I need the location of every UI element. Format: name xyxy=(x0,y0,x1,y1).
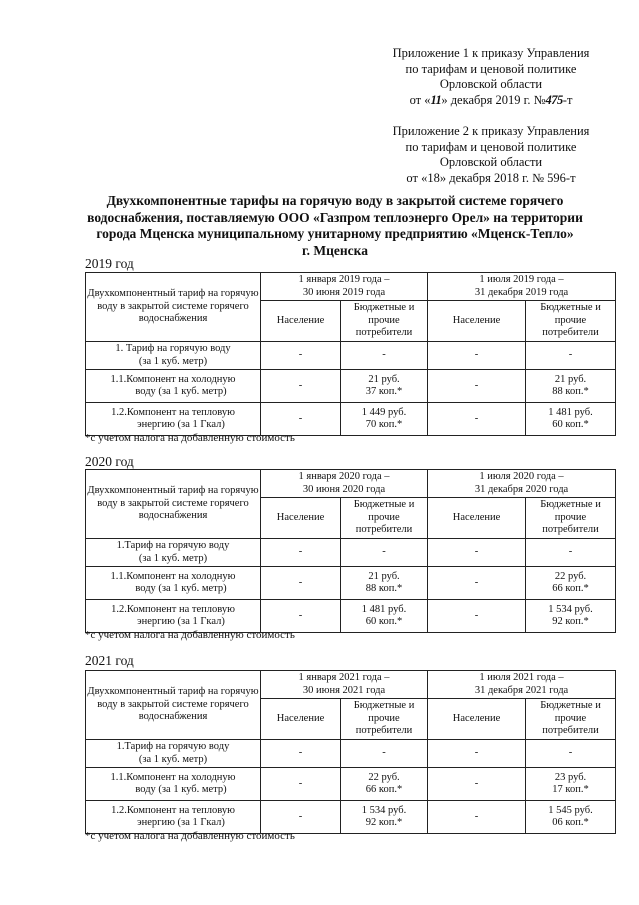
period-1-line-2: 30 июня 2020 года xyxy=(302,483,386,495)
period-1-line-2: 30 июня 2021 года xyxy=(302,684,386,696)
header-population-1: Население xyxy=(261,699,341,740)
period-1-line-1: 1 января 2019 года – xyxy=(298,274,390,285)
population-1-value: - xyxy=(261,539,341,567)
row-label-line-2: (за 1 куб. метр) xyxy=(138,355,208,367)
header-period-1 xyxy=(261,671,428,699)
vat-footnote: *с учетом налога на добавленную стоимость xyxy=(85,830,295,842)
title-line: Двухкомпонентные тарифы на горячую воду в закрытой системе горячего xyxy=(106,193,564,208)
row-label-line-2: (за 1 куб. метр) xyxy=(138,552,208,564)
value-line-2: 17 коп.* xyxy=(552,784,589,795)
value-line-2: 92 коп.* xyxy=(365,817,403,828)
row-label-line-1: 1.1.Компонент на холодную xyxy=(110,771,236,783)
population-2-value: - xyxy=(428,801,526,834)
row-label-line-1: 1.2.Компонент на тепловую xyxy=(111,804,235,816)
table-row xyxy=(86,740,616,768)
row-label xyxy=(86,567,261,600)
year-heading: 2020 год xyxy=(85,454,134,469)
period-2-line-2: 31 декабря 2019 года xyxy=(474,286,569,298)
budget-2-value xyxy=(526,801,616,834)
date-prefix: от « xyxy=(409,92,431,107)
appendix-1-line: Приложение 1 к приказу Управления xyxy=(392,46,590,60)
population-1-value: - xyxy=(261,740,341,768)
value-line-1: - xyxy=(568,349,573,361)
value-line-1: 21 руб. xyxy=(554,373,587,385)
document-title xyxy=(70,193,600,259)
header-period-2 xyxy=(428,273,616,301)
title-line: водоснабжения, поставляемую ООО «Газпром теплоэнерго Орел» на территории xyxy=(87,209,583,225)
population-1-value: - xyxy=(261,768,341,801)
header-population-2: Население xyxy=(428,301,526,342)
value-line-1: - xyxy=(568,546,573,558)
row-label xyxy=(86,403,261,436)
row-label-line-1: 1.Тариф на горячую воду xyxy=(116,540,230,551)
row-label-line-1: 1.Тариф на горячую воду xyxy=(116,741,230,752)
population-2-value: - xyxy=(428,740,526,768)
population-1-value: - xyxy=(261,801,341,834)
budget-2-value xyxy=(526,600,616,633)
appendix-2-line: от «18» декабря 2018 г. № 596-т xyxy=(406,170,576,185)
header-tariff-name: Двухкомпонентный тариф на горячую воду в закрытой системе горячего водоснабжения xyxy=(86,470,261,539)
header-budget-2: Бюджетные и прочие потребители xyxy=(526,301,616,342)
appendix-1-header xyxy=(360,46,622,108)
header-population-2: Население xyxy=(428,498,526,539)
table-row xyxy=(86,403,616,436)
value-line-1: 1 481 руб. xyxy=(548,406,593,418)
vat-footnote: *с учетом налога на добавленную стоимость xyxy=(85,629,295,641)
population-1-value: - xyxy=(261,370,341,403)
period-2-line-1: 1 июля 2020 года – xyxy=(479,471,564,482)
header-period-1 xyxy=(261,470,428,498)
appendix-1-line: Орловской области xyxy=(439,77,543,91)
row-label-line-1: 1.1.Компонент на холодную xyxy=(110,373,236,385)
header-budget-1: Бюджетные и прочие потребители xyxy=(341,699,428,740)
row-label-line-1: 1.1.Компонент на холодную xyxy=(110,570,236,582)
table-row xyxy=(86,539,616,567)
row-label-line-2: воду (за 1 куб. метр) xyxy=(135,784,227,795)
period-2-line-1: 1 июля 2019 года – xyxy=(479,274,564,285)
table-row xyxy=(86,768,616,801)
value-line-1: 1 534 руб. xyxy=(361,804,407,816)
value-line-2: 70 коп.* xyxy=(365,419,403,430)
period-1-line-2: 30 июня 2019 года xyxy=(302,286,386,298)
tariff-table xyxy=(85,272,616,436)
value-line-1: 22 руб. xyxy=(554,570,587,582)
population-1-value: - xyxy=(261,600,341,633)
value-line-1: 22 руб. xyxy=(368,771,400,783)
population-2-value: - xyxy=(428,403,526,436)
title-line: г. Мценска xyxy=(302,242,368,258)
value-line-2: 66 коп.* xyxy=(552,583,589,594)
header-budget-1: Бюджетные и прочие потребители xyxy=(341,301,428,342)
row-label-line-2: энергию (за 1 Гкал) xyxy=(137,419,225,430)
row-label-line-1: 1.2.Компонент на тепловую xyxy=(111,406,235,418)
table-row xyxy=(86,370,616,403)
value-line-1: 1 545 руб. xyxy=(548,804,593,816)
period-2-line-2: 31 декабря 2020 года xyxy=(474,483,569,495)
population-2-value: - xyxy=(428,768,526,801)
appendix-2-line: Приложение 2 к приказу Управления xyxy=(392,124,590,138)
value-line-1: 23 руб. xyxy=(554,771,587,783)
row-label-line-2: воду (за 1 куб. метр) xyxy=(135,583,227,594)
row-label xyxy=(86,740,261,768)
budget-2-value xyxy=(526,768,616,801)
row-label-line-2: (за 1 куб. метр) xyxy=(138,753,208,765)
appendix-2-header xyxy=(360,124,622,186)
header-period-1 xyxy=(261,273,428,301)
row-label-line-1: 1. Тариф на горячую воду xyxy=(115,343,231,354)
handwritten-day: 11 xyxy=(430,92,442,107)
table-row xyxy=(86,801,616,834)
population-2-value: - xyxy=(428,539,526,567)
budget-1-value xyxy=(341,740,428,768)
population-2-value: - xyxy=(428,342,526,370)
budget-2-value xyxy=(526,567,616,600)
budget-2-value xyxy=(526,539,616,567)
value-line-2: 60 коп.* xyxy=(552,419,589,430)
budget-1-value xyxy=(341,370,428,403)
appendix-1-date-line xyxy=(360,93,622,109)
value-line-1: 1 481 руб. xyxy=(361,603,407,615)
header-population-2: Население xyxy=(428,699,526,740)
date-middle: » декабря 2019 г. № xyxy=(441,92,546,107)
budget-1-value xyxy=(341,567,428,600)
budget-1-value xyxy=(341,768,428,801)
period-2-line-1: 1 июля 2021 года – xyxy=(479,672,564,683)
row-label xyxy=(86,768,261,801)
vat-footnote: *с учетом налога на добавленную стоимость xyxy=(85,432,295,444)
value-line-1: 1 449 руб. xyxy=(361,406,407,418)
tariff-table xyxy=(85,469,616,633)
population-2-value: - xyxy=(428,370,526,403)
value-line-2: 92 коп.* xyxy=(552,616,589,627)
year-heading: 2021 год xyxy=(85,653,134,668)
header-tariff-name: Двухкомпонентный тариф на горячую воду в закрытой системе горячего водоснабжения xyxy=(86,273,261,342)
appendix-2-line: Орловской области xyxy=(439,155,543,169)
population-1-value: - xyxy=(261,567,341,600)
population-2-value: - xyxy=(428,600,526,633)
row-label xyxy=(86,539,261,567)
header-budget-2: Бюджетные и прочие потребители xyxy=(526,498,616,539)
value-line-1: 21 руб. xyxy=(368,570,400,582)
value-line-2: 66 коп.* xyxy=(365,784,403,795)
value-line-1: - xyxy=(382,546,386,558)
row-label-line-2: энергию (за 1 Гкал) xyxy=(137,616,225,627)
appendix-2-line: по тарифам и ценовой политике xyxy=(405,139,577,154)
row-label xyxy=(86,370,261,403)
row-label xyxy=(86,600,261,633)
period-1-line-1: 1 января 2020 года – xyxy=(298,471,390,482)
tariff-table xyxy=(85,670,616,834)
population-1-value: - xyxy=(261,342,341,370)
header-period-2 xyxy=(428,470,616,498)
handwritten-order-number: 475 xyxy=(545,92,563,107)
value-line-2: 88 коп.* xyxy=(365,583,403,594)
population-1-value: - xyxy=(261,403,341,436)
value-line-2: 37 коп.* xyxy=(365,386,403,397)
value-line-2: 06 коп.* xyxy=(552,817,589,828)
row-label xyxy=(86,342,261,370)
population-2-value: - xyxy=(428,567,526,600)
table-row xyxy=(86,600,616,633)
table-row xyxy=(86,567,616,600)
header-tariff-name: Двухкомпонентный тариф на горячую воду в закрытой системе горячего водоснабжения xyxy=(86,671,261,740)
budget-2-value xyxy=(526,342,616,370)
table-row xyxy=(86,342,616,370)
header-budget-2: Бюджетные и прочие потребители xyxy=(526,699,616,740)
row-label-line-2: воду (за 1 куб. метр) xyxy=(135,386,227,397)
budget-2-value xyxy=(526,370,616,403)
header-period-2 xyxy=(428,671,616,699)
period-1-line-1: 1 января 2021 года – xyxy=(298,672,390,683)
title-line: города Мценска муниципальному унитарному предприятию «Мценск-Тепло» xyxy=(96,226,574,241)
header-population-1: Население xyxy=(261,498,341,539)
header-population-1: Население xyxy=(261,301,341,342)
year-heading: 2019 год xyxy=(85,256,134,271)
row-label xyxy=(86,801,261,834)
appendix-1-line: по тарифам и ценовой политике xyxy=(405,61,577,76)
date-suffix: -т xyxy=(562,92,573,107)
row-label-line-2: энергию (за 1 Гкал) xyxy=(137,817,225,828)
value-line-1: - xyxy=(568,747,573,759)
value-line-1: - xyxy=(382,747,386,759)
budget-1-value xyxy=(341,801,428,834)
budget-1-value xyxy=(341,342,428,370)
budget-2-value xyxy=(526,740,616,768)
value-line-2: 60 коп.* xyxy=(365,616,403,627)
value-line-1: - xyxy=(382,349,386,361)
budget-1-value xyxy=(341,403,428,436)
row-label-line-1: 1.2.Компонент на тепловую xyxy=(111,603,235,615)
period-2-line-2: 31 декабря 2021 года xyxy=(474,684,569,696)
budget-1-value xyxy=(341,539,428,567)
value-line-1: 1 534 руб. xyxy=(548,603,593,615)
header-budget-1: Бюджетные и прочие потребители xyxy=(341,498,428,539)
value-line-2: 88 коп.* xyxy=(552,386,589,397)
value-line-1: 21 руб. xyxy=(368,373,400,385)
budget-2-value xyxy=(526,403,616,436)
budget-1-value xyxy=(341,600,428,633)
